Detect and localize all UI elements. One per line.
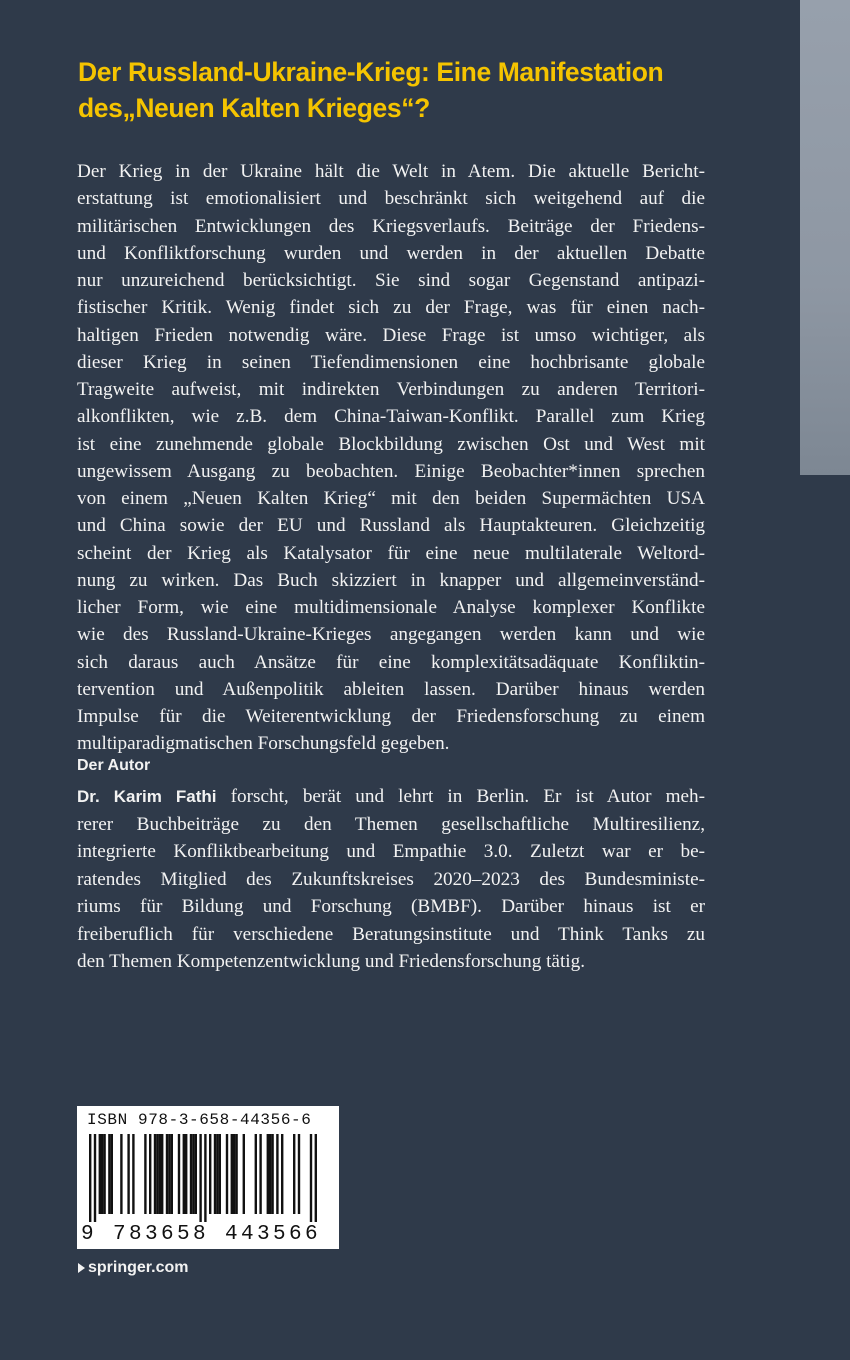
blurb-line: nung zu wirken. Das Buch skizziert in knapper und allgemeinverständ-: [77, 569, 705, 591]
blurb-line: multiparadigmatischen Forschungsfeld gegeben.: [77, 733, 450, 755]
publisher-url: springer.com: [88, 1259, 189, 1276]
barcode-bar: [259, 1134, 261, 1214]
blurb-line: tervention und Außenpolitik ableiten lassen. Darüber hinaus werden: [77, 678, 705, 700]
barcode-bar: [156, 1134, 158, 1214]
spine-strip: [800, 0, 850, 475]
title-line: Der Russland-Ukraine-Krieg: Eine Manifestation: [78, 57, 664, 87]
barcode-bar: [99, 1134, 101, 1214]
barcode-bar: [293, 1134, 295, 1214]
blurb-line: militärischen Entwicklungen des Kriegsverlaufs. Beiträge der Friedens-: [77, 215, 705, 237]
bio-line: ratendes Mitglied des Zukunftskreises 2020–2023 des Bundesministe-: [77, 868, 705, 890]
barcode-bar: [281, 1134, 283, 1214]
barcode-bar: [166, 1134, 168, 1214]
blurb-line: fistischer Kritik. Wenig findet sich zu der Frage, was für einen nach-: [77, 297, 705, 319]
barcode-bar: [161, 1134, 163, 1214]
blurb-line: dieser Krieg in seinen Tiefendimensionen eine hochbrisante globale: [77, 351, 705, 373]
barcode-bar: [168, 1134, 170, 1214]
blurb-line: nur unzureichend berücksichtigt. Sie sind sogar Gegenstand antipazi-: [77, 270, 705, 291]
book-title: [78, 54, 758, 126]
blurb-text: [77, 158, 705, 758]
barcode-bar: [298, 1134, 300, 1214]
barcode-bar: [154, 1134, 156, 1214]
blurb-line: erstattung ist emotionalisiert und beschränkt sich weitgehend auf die: [77, 188, 705, 210]
barcode-bars: [89, 1134, 327, 1222]
barcode-bar: [103, 1134, 105, 1214]
barcode-bar: [89, 1134, 91, 1222]
barcode-bar: [233, 1134, 235, 1214]
blurb-line: ungewissem Ausgang zu beobachten. Einige Beobachter*innen sprechen: [77, 460, 705, 482]
author-name: Dr. Karim Fathi: [77, 787, 217, 806]
barcode-bar: [171, 1134, 173, 1214]
blurb-line: und Konfliktforschung wurden und werden in der aktuellen Debatte: [77, 242, 705, 264]
barcode-bar: [310, 1134, 312, 1222]
blurb-line: sich daraus auch Ansätze für eine komplexitätsadäquate Konfliktin-: [77, 651, 705, 673]
barcode-bar: [111, 1134, 113, 1214]
barcode-bar: [271, 1134, 273, 1214]
blurb-line: licher Form, wie eine multidimensionale Analyse komplexer Konflikte: [77, 597, 705, 618]
barcode-bar: [204, 1134, 206, 1222]
barcode-bar: [101, 1134, 103, 1214]
blurb-line: wie des Russland-Ukraine-Krieges angegangen werden kann und wie: [77, 624, 705, 646]
barcode-bar: [190, 1134, 192, 1214]
barcode-bar: [108, 1134, 110, 1214]
barcode-bar: [185, 1134, 187, 1214]
barcode-bar: [195, 1134, 197, 1214]
barcode-bar: [94, 1134, 96, 1222]
bio-line: integrierte Konfliktbearbeitung und Empathie 3.0. Zuletzt war er be-: [77, 841, 705, 862]
blurb-line: alkonflikten, wie z.B. dem China-Taiwan-Konflikt. Parallel zum Krieg: [77, 406, 705, 428]
barcode-bar: [243, 1134, 245, 1214]
barcode-bar: [267, 1134, 269, 1214]
blurb-line: Tragweite aufweist, mit indirekten Verbindungen zu anderen Territori-: [77, 379, 705, 400]
bio-line: rerer Buchbeiträge zu den Themen gesellschaftliche Multiresilienz,: [77, 813, 705, 835]
ean-digits: 9 783658 443566: [81, 1223, 322, 1246]
barcode-bar: [226, 1134, 228, 1214]
barcode-bar: [127, 1134, 129, 1214]
barcode-bar: [149, 1134, 151, 1214]
barcode-bar: [183, 1134, 185, 1214]
barcode-bar: [255, 1134, 257, 1214]
barcode-bar: [214, 1134, 216, 1214]
author-bio: [77, 783, 705, 976]
arrow-right-icon: [78, 1263, 85, 1273]
barcode-bar: [199, 1134, 201, 1222]
bio-line: riums für Bildung und Forschung (BMBF). Darüber hinaus ist er: [77, 896, 705, 917]
blurb-line: ist eine zunehmende globale Blockbildung zwischen Ost und West mit: [77, 433, 705, 455]
barcode-bar: [235, 1134, 237, 1214]
bio-line: den Themen Kompetenzentwicklung und Friedensforschung tätig.: [77, 951, 585, 972]
barcode-bar: [315, 1134, 317, 1222]
author-heading: Der Autor: [77, 757, 151, 774]
barcode-bar: [120, 1134, 122, 1214]
barcode-bar: [276, 1134, 278, 1214]
blurb-line: und China sowie der EU und Russland als Hauptakteuren. Gleichzeitig: [77, 515, 705, 537]
barcode-bar: [144, 1134, 146, 1214]
barcode-bar: [178, 1134, 180, 1214]
blurb-line: von einem „Neuen Kalten Krieg“ mit den beiden Supermächten USA: [77, 488, 705, 509]
barcode-bar: [231, 1134, 233, 1214]
bio-first-line-text: forscht, berät und lehrt in Berlin. Er ist Autor meh-: [216, 786, 706, 807]
publisher-link[interactable]: [78, 1259, 188, 1277]
blurb-line: Der Krieg in der Ukraine hält die Welt in Atem. Die aktuelle Bericht-: [77, 161, 705, 182]
blurb-line: Impulse für die Weiterentwicklung der Friedensforschung zu einem: [77, 706, 705, 727]
title-line: des„Neuen Kalten Krieges“?: [78, 93, 430, 123]
barcode-bar: [192, 1134, 194, 1214]
bio-line: [77, 783, 705, 811]
blurb-line: scheint der Krieg als Katalysator für eine neue multilaterale Weltord-: [77, 542, 705, 564]
barcode-bar: [219, 1134, 221, 1214]
isbn-label: ISBN 978-3-658-44356-6: [87, 1111, 312, 1129]
barcode-bar: [209, 1134, 211, 1214]
barcode-bar: [159, 1134, 161, 1214]
bio-line: freiberuflich für verschiedene Beratungsinstitute und Think Tanks zu: [77, 923, 705, 945]
barcode-bar: [216, 1134, 218, 1214]
barcode-bar: [269, 1134, 271, 1214]
barcode-bar: [132, 1134, 134, 1214]
isbn-barcode: [77, 1106, 339, 1249]
blurb-line: haltigen Frieden notwendig wäre. Diese Frage ist umso wichtiger, als: [77, 324, 705, 346]
